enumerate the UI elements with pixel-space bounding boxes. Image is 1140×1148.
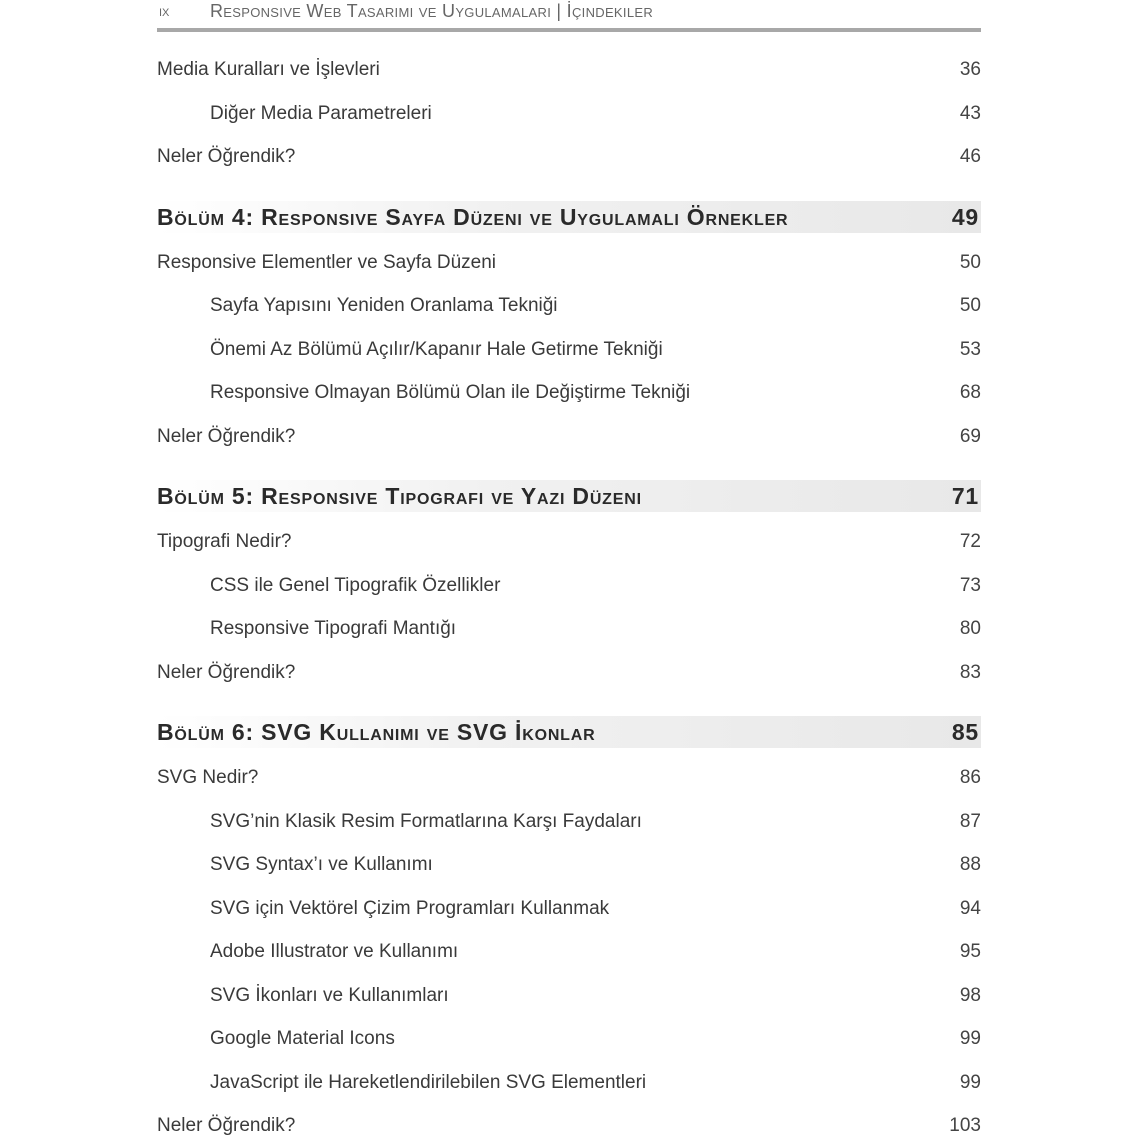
toc-page-number: 68: [959, 382, 981, 403]
toc-title: SVG İkonları ve Kullanımları: [210, 984, 449, 1006]
toc-title: Önemi Az Bölümü Açılır/Kapanır Hale Getirme Tekniği: [210, 338, 663, 360]
toc-entry: [157, 651, 981, 695]
toc-title: Bölüm 5: Responsive Tipografi ve Yazı Düzeni: [157, 483, 642, 509]
toc-page-number: 88: [959, 854, 981, 875]
toc-page-number: 50: [959, 251, 981, 273]
toc-page-number: 99: [959, 1071, 981, 1093]
toc-title: JavaScript ile Hareketlendirilebilen SVG Elementleri: [210, 1071, 647, 1093]
toc-entry: [157, 974, 981, 1018]
toc-entry: [157, 135, 981, 179]
toc-title: CSS ile Genel Tipografik Özellikler: [210, 574, 501, 596]
toc-page-number: 80: [959, 618, 981, 639]
toc-entry: [157, 520, 981, 564]
toc-page-number: 43: [959, 102, 981, 124]
toc-page-number: 73: [959, 574, 981, 596]
toc-entry: [157, 241, 981, 285]
toc-entry: [157, 92, 981, 136]
toc-entry: [157, 1017, 981, 1061]
toc-title: Bölüm 4: Responsive Sayfa Düzeni ve Uygulamalı Örnekler: [157, 203, 789, 230]
toc-page-number: 46: [959, 146, 981, 167]
toc-title: Sayfa Yapısını Yeniden Oranlama Tekniği: [210, 295, 558, 316]
table-of-contents: [157, 48, 981, 1148]
toc-page-number: 72: [959, 531, 981, 552]
toc-chapter-heading: [157, 480, 981, 512]
running-header: [157, 0, 981, 32]
toc-title: Bölüm 6: SVG Kullanımı ve SVG İkonlar: [157, 719, 596, 745]
toc-title: Neler Öğrendik?: [157, 661, 296, 683]
toc-page-number: 85: [951, 719, 979, 745]
toc-title: Media Kuralları ve İşlevleri: [157, 59, 380, 80]
toc-title: Neler Öğrendik?: [157, 1115, 296, 1136]
toc-entry: [157, 887, 981, 931]
toc-entry: [157, 843, 981, 887]
toc-title: Google Material Icons: [210, 1028, 395, 1049]
toc-page-number: 49: [951, 203, 979, 230]
toc-entry: [157, 415, 981, 459]
toc-title: SVG için Vektörel Çizim Programları Kullanmak: [210, 897, 610, 919]
toc-entry: [157, 1104, 981, 1148]
page-number: ix: [159, 3, 170, 20]
toc-entry: [157, 607, 981, 651]
toc-entry: [157, 1061, 981, 1105]
toc-page-number: 53: [959, 338, 981, 360]
toc-page-number: 98: [959, 984, 981, 1006]
toc-title: Tipografi Nedir?: [157, 531, 292, 552]
toc-page-number: 95: [959, 941, 981, 962]
toc-page-number: 86: [959, 767, 981, 788]
toc-entry: [157, 930, 981, 974]
toc-page-number: 69: [959, 425, 981, 447]
toc-title: Responsive Elementler ve Sayfa Düzeni: [157, 251, 497, 273]
toc-title: SVG’nin Klasik Resim Formatlarına Karşı Faydaları: [210, 810, 642, 832]
toc-title: Neler Öğrendik?: [157, 425, 296, 447]
toc-chapter-heading: [157, 201, 981, 233]
toc-title: Responsive Tipografi Mantığı: [210, 618, 457, 639]
toc-page-number: 36: [959, 59, 981, 80]
toc-page-number: 87: [959, 810, 981, 832]
toc-entry: [157, 48, 981, 92]
toc-entry: [157, 564, 981, 608]
toc-entry: [157, 756, 981, 800]
toc-entry: [157, 328, 981, 372]
toc-title: Adobe Illustrator ve Kullanımı: [210, 941, 459, 962]
toc-title: Neler Öğrendik?: [157, 146, 296, 167]
running-title: Responsive Web Tasarımı ve Uygulamaları | İçindekiler: [210, 1, 654, 21]
toc-entry: [157, 800, 981, 844]
toc-page-number: 103: [949, 1115, 981, 1136]
toc-title: Diğer Media Parametreleri: [210, 102, 432, 124]
toc-entry: [157, 284, 981, 328]
toc-title: Responsive Olmayan Bölümü Olan ile Değiştirme Tekniği: [210, 382, 691, 403]
toc-title: SVG Nedir?: [157, 767, 259, 788]
toc-chapter-heading: [157, 716, 981, 748]
toc-page-number: 71: [951, 483, 979, 509]
toc-entry: [157, 371, 981, 415]
toc-page-number: 50: [959, 295, 981, 316]
toc-page-number: 99: [959, 1028, 981, 1049]
toc-page-number: 94: [959, 897, 981, 919]
toc-page-number: 83: [959, 661, 981, 683]
toc-title: SVG Syntax’ı ve Kullanımı: [210, 854, 433, 875]
